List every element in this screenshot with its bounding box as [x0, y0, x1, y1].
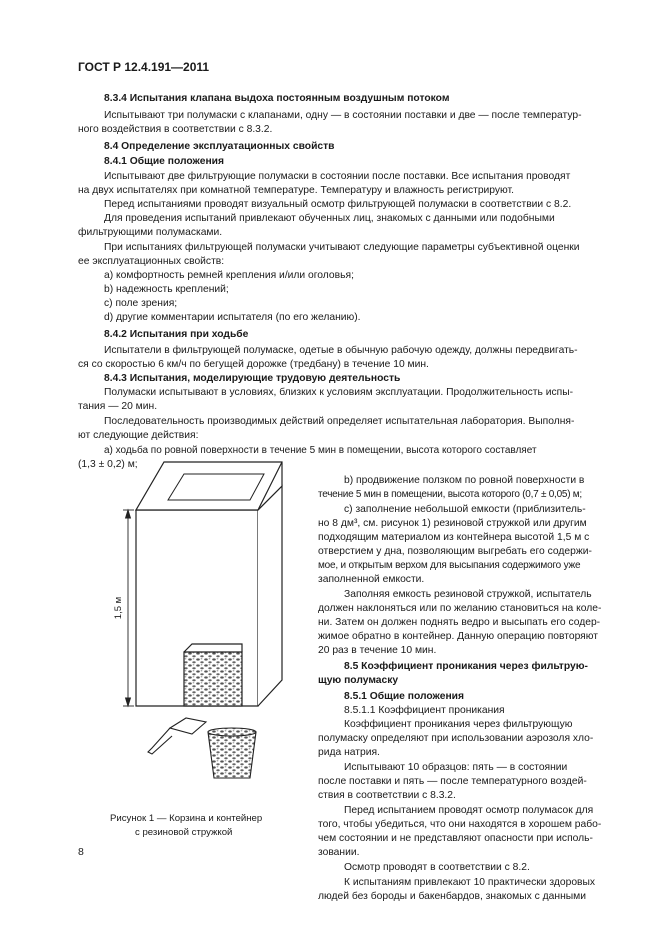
- paragraph-line: после поставки и пять — после температурного воздей-: [318, 776, 587, 787]
- paragraph-line: Перед испытаниями проводят визуальный осмотр фильтрующей полумаски в соответствии с 8.2.: [104, 199, 572, 210]
- paragraph-line: на двух испытателях при комнатной температуре. Температуру и влажность регистрируют.: [78, 185, 514, 196]
- list-item: (1,3 ± 0,2) м;: [78, 459, 138, 470]
- list-item: c) поле зрения;: [104, 298, 178, 309]
- list-item: d) другие комментарии испытателя (по его желанию).: [104, 312, 361, 323]
- paragraph-line: фильтрующими полумасками.: [78, 227, 223, 238]
- paragraph-line: того, чтобы убедиться, что они находятся в хорошем рабо-: [318, 819, 602, 830]
- list-item: b) надежность креплений;: [104, 284, 229, 295]
- paragraph-line: чем состоянии и не представляют опасности при исполь-: [318, 833, 593, 844]
- paragraph-line: При испытаниях фильтрующей полумаски учитывают следующие параметры субъективной оценки: [104, 242, 580, 253]
- section-8-3-4-heading: 8.3.4 Испытания клапана выдоха постоянным воздушным потоком: [104, 93, 450, 104]
- list-item: a) ходьба по ровной поверхности в течение 5 мин в помещении, высота которого составляет: [104, 445, 537, 456]
- paragraph-line: Осмотр проводят в соответствии с 8.2.: [344, 862, 530, 873]
- paragraph-line: людей без бороды и бакенбардов, знакомых с данными: [318, 891, 586, 902]
- section-8-5-1-heading: 8.5.1 Общие положения: [344, 691, 464, 702]
- paragraph-line: Испытатели в фильтрующей полумаске, одетые в обычную рабочую одежду, должны передвигать-: [104, 345, 578, 356]
- list-item: a) комфортность ремней крепления и/или оголовья;: [104, 270, 354, 281]
- paragraph-line: Перед испытанием проводят осмотр полумасок для: [344, 805, 594, 816]
- list-item: течение 5 мин в помещении, высота которого (0,7 ± 0,05) м;: [318, 489, 582, 500]
- section-8-5-heading: 8.5 Коэффициент проникания через фильтрую-: [344, 661, 588, 672]
- paragraph-line: Испытывают 10 образцов: пять — в состоянии: [344, 762, 568, 773]
- paragraph-line: ее эксплуатационных свойств:: [78, 256, 225, 267]
- container-top-rim: [136, 462, 282, 510]
- list-item: подходящим материалом из контейнера высотой 1,5 м с: [318, 532, 590, 543]
- paragraph-line: К испытаниям привлекают 10 практически здоровых: [344, 877, 596, 888]
- paragraph-line: должен наклоняться или по желанию становиться на коле-: [318, 603, 602, 614]
- paragraph-line: зовании.: [318, 847, 360, 858]
- section-8-5-heading: щую полумаску: [318, 675, 399, 686]
- document-header: ГОСТ Р 12.4.191—2011: [78, 60, 210, 74]
- section-8-3-4-text-line: Испытывают три полумаски с клапанами, одну — в состоянии поставки и две — после температур-: [104, 110, 582, 121]
- paragraph-line: ют следующие действия:: [78, 430, 199, 441]
- container-side-face: [258, 486, 282, 706]
- paragraph-line: жимое обратно в контейнер. Данную операцию повторяют: [318, 631, 598, 642]
- section-8-5-1-1-heading: 8.5.1.1 Коэффициент проникания: [344, 705, 505, 716]
- paragraph-line: Последовательность производимых действий определяет испытательная лаборатория. Выполня-: [104, 416, 575, 427]
- paragraph-line: тания — 20 мин.: [78, 401, 158, 412]
- section-8-4-3-heading: 8.4.3 Испытания, моделирующие трудовую деятельность: [104, 373, 401, 384]
- list-item: отверстием у дна, позволяющим выгребать его содержи-: [318, 546, 592, 557]
- list-item: но 8 дм³, см. рисунок 1) резиновой стружкой или другим: [318, 518, 587, 529]
- list-item: заполненной емкости.: [318, 574, 425, 585]
- figure-caption-line: Рисунок 1 — Корзина и контейнер: [110, 813, 263, 824]
- paragraph-line: Полумаски испытывают в условиях, близких к условиям эксплуатации. Продолжительность испы-: [104, 387, 574, 398]
- section-8-4-1-heading: 8.4.1 Общие положения: [104, 156, 224, 167]
- figure-1-container-diagram: [100, 448, 305, 788]
- section-8-4-2-heading: 8.4.2 Испытания при ходьбе: [104, 329, 249, 340]
- list-item: b) продвижение ползком по ровной поверхности в: [344, 475, 585, 486]
- basket-icon: [208, 728, 256, 778]
- paragraph-line: 20 раз в течение 10 мин.: [318, 645, 437, 656]
- paragraph-line: ся со скоростью 6 км/ч по бегущей дорожке (тредбану) в течение 10 мин.: [78, 359, 429, 370]
- list-item: c) заполнение небольшой емкости (приблизитель-: [344, 504, 586, 515]
- figure-caption-line: с резиновой стружкой: [135, 827, 233, 838]
- paragraph-line: Коэффициент проникания через фильтрующую: [344, 719, 573, 730]
- section-8-3-4-text-line: ного воздействия в соответствии с 8.3.2.: [78, 124, 273, 135]
- scoop-icon: [148, 718, 206, 754]
- dimension-label: 1,5 м: [113, 596, 124, 620]
- paragraph-line: ствия в соответствии с 8.3.2.: [318, 790, 456, 801]
- section-8-4-heading: 8.4 Определение эксплуатационных свойств: [104, 141, 335, 152]
- list-item: мое, и открытым верхом для высыпания содержимого уже: [318, 560, 581, 571]
- paragraph-line: ни. Затем он должен поднять ведро и высыпать его содер-: [318, 617, 601, 628]
- paragraph-line: рида натрия.: [318, 747, 380, 758]
- container-bottom-opening: [184, 652, 242, 706]
- paragraph-line: Испытывают две фильтрующие полумаски в состоянии после поставки. Все испытания проводят: [104, 171, 571, 182]
- paragraph-line: Заполняя емкость резиновой стружкой, испытатель: [344, 589, 592, 600]
- page-number: 8: [78, 846, 84, 858]
- paragraph-line: Для проведения испытаний привлекают обученных лиц, знакомых с данными или подобными: [104, 213, 555, 224]
- paragraph-line: полумаску определяют при использовании аэрозоля хло-: [318, 733, 594, 744]
